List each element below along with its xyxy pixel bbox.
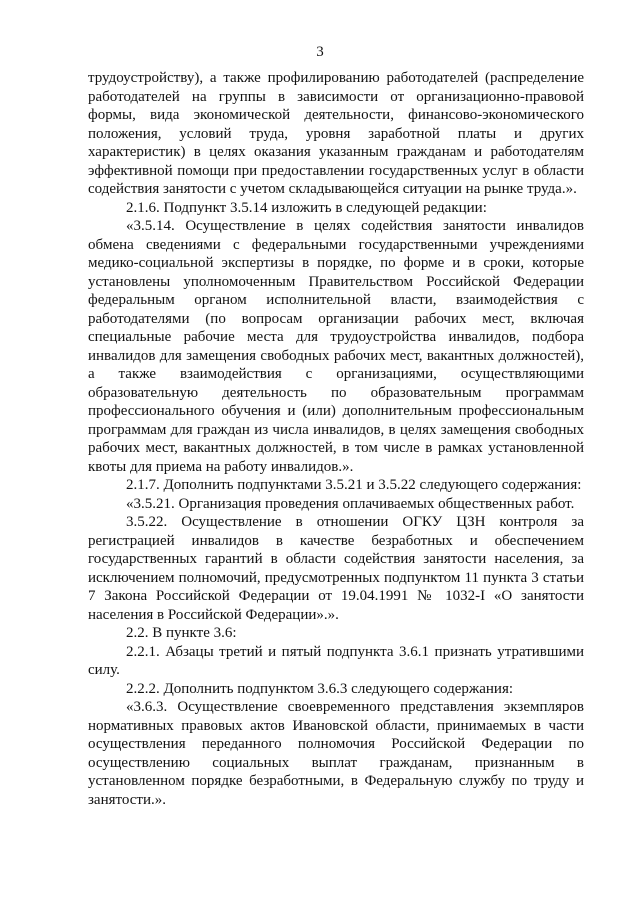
paragraph-3-5-14: «3.5.14. Осуществление в целях содействия занятости инвалидов обмена сведениями с федеральными государственными учреждениями медико-социальной экспертизы в порядке, по форме и в сроки, которые установлены уполномоченным Правительством Российской Федерации федеральным органом исполнительной власти, взаимодействия с работодателями (по вопросам организации рабочих мест, включая специальные рабочие места для трудоустройства инвалидов, подбора инвалидов для замещения свободных рабочих мест, вакантных должностей), а также взаимодействия с организациями, осуществляющими образовательную деятельность по образовательным программам профессионального обучения и (или) дополнительным профессиональным программам для граждан из числа инвалидов, в целях замещения свободных рабочих мест, вакантных должностей, в том числе в рамках установленной квоты для приема на работу инвалидов.».	[88, 218, 584, 475]
paragraph-2-1-6: 2.1.6. Подпункт 3.5.14 изложить в следующей редакции:	[126, 199, 487, 216]
paragraph-2-2-1: 2.2.1. Абзацы третий и пятый подпункта 3.6.1 признать утратившими силу.	[88, 643, 584, 678]
document-body	[88, 69, 584, 809]
paragraph-2-2-2: 2.2.2. Дополнить подпунктом 3.6.3 следующего содержания:	[126, 680, 514, 697]
paragraph-2-2: 2.2. В пункте 3.6:	[126, 625, 237, 641]
paragraph-3-6-3: «3.6.3. Осуществление своевременного представления экземпляров нормативных правовых актов Ивановской области, принимаемых в части осуществления переданного полномочия Российской Федерации по осуществлению социальных выплат гражданам, признанным в установленном порядке безработными, в Федеральную службу по труду и занятости.».	[88, 699, 584, 808]
paragraph-3-5-21: «3.5.21. Организация проведения оплачиваемых общественных работ.	[126, 495, 575, 512]
paragraph-continuation: трудоустройству), а также профилированию работодателей (распределение работодателей на группы в зависимости от организационно-правовой формы, вида экономической деятельности, финансово-экономического положения, условий труда, уровня заработной платы и других характеристик) в целях оказания указанным гражданам и работодателям эффективной помощи при предоставлении государственных услуг в области содействия занятости с учетом складывающейся ситуации на рынке труда.».	[88, 70, 584, 197]
paragraph-3-5-22: 3.5.22. Осуществление в отношении ОГКУ ЦЗН контроля за регистрацией инвалидов в качестве безработных и обеспечением государственных гарантий в области содействия занятости населения, за исключением полномочий, предусмотренных подпунктом 11 пункта 3 статьи 7 Закона Российской Федерации от 19.04.1991 № 1032-I «О занятости населения в Российской Федерации».».	[88, 514, 584, 623]
paragraph-2-1-7: 2.1.7. Дополнить подпунктами 3.5.21 и 3.5.22 следующего содержания:	[126, 477, 582, 493]
page-number: 3	[316, 44, 324, 60]
